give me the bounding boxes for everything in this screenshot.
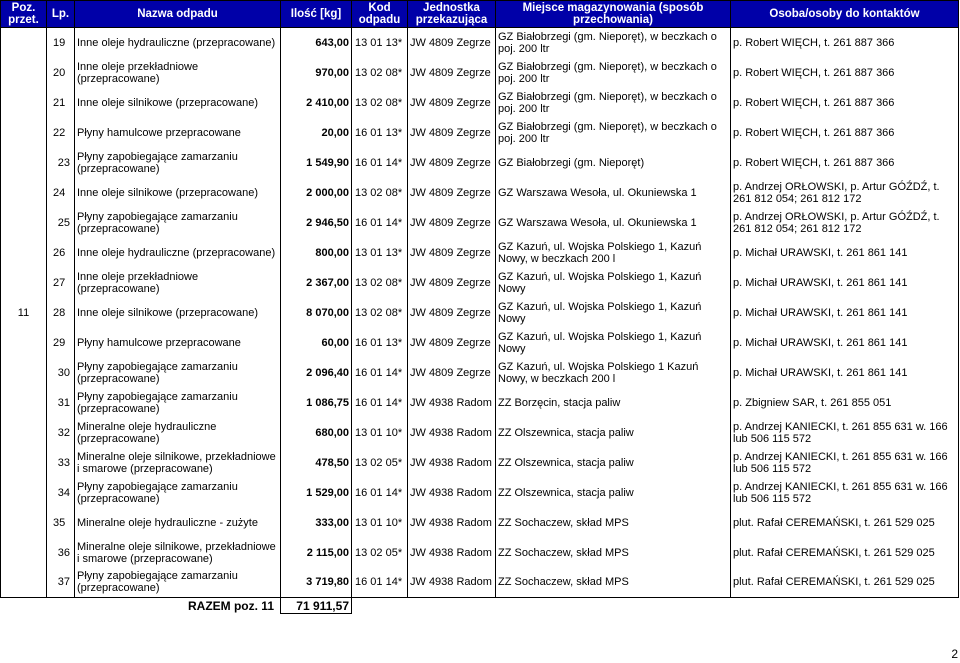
row-contact: p. Michał URAWSKI, t. 261 861 141 [731,268,959,298]
row-waste-name: Płyny zapobiegające zamarzaniu (przepracowane) [75,388,281,418]
row-waste-code: 16 01 14* [352,568,408,598]
row-quantity: 680,00 [281,418,352,448]
table-row [1,298,959,328]
row-unit: JW 4809 Zegrze [408,238,496,268]
row-waste-name: Inne oleje przekładniowe (przepracowane) [75,268,281,298]
row-contact: p. Robert WIĘCH, t. 261 887 366 [731,118,959,148]
row-waste-name: Płyny zapobiegające zamarzaniu (przepracowane) [75,358,281,388]
row-storage-place: ZZ Borzęcin, stacja paliw [496,388,731,418]
table-row [1,418,959,448]
row-lp: 19 [47,28,75,58]
table-row [1,538,959,568]
row-lp: 24 [47,178,75,208]
row-lp: 30 [47,358,75,388]
row-contact: plut. Rafał CEREMAŃSKI, t. 261 529 025 [731,538,959,568]
row-quantity: 3 719,80 [281,568,352,598]
row-unit: JW 4938 Radom [408,568,496,598]
row-storage-place: ZZ Sochaczew, skład MPS [496,508,731,538]
row-unit: JW 4809 Zegrze [408,208,496,238]
row-quantity: 1 086,75 [281,388,352,418]
row-contact: p. Michał URAWSKI, t. 261 861 141 [731,328,959,358]
row-storage-place: GZ Warszawa Wesoła, ul. Okuniewska 1 [496,178,731,208]
row-waste-code: 13 01 10* [352,418,408,448]
header-poz: Poz. przet. [1,1,47,28]
table-row [1,568,959,598]
row-unit: JW 4809 Zegrze [408,148,496,178]
row-storage-place: GZ Białobrzegi (gm. Nieporęt), w beczkach o poj. 200 ltr [496,88,731,118]
table-row [1,58,959,88]
row-unit: JW 4809 Zegrze [408,178,496,208]
row-waste-code: 16 01 14* [352,358,408,388]
header-unit: Jednostka przekazująca [408,1,496,28]
row-lp: 29 [47,328,75,358]
table-row [1,118,959,148]
table-row [1,448,959,478]
row-waste-code: 16 01 14* [352,478,408,508]
row-lp: 35 [47,508,75,538]
row-lp: 37 [47,568,75,598]
row-contact: p. Andrzej ORŁOWSKI, p. Artur GÓŹDŹ, t. 261 812 054; 261 812 172 [731,208,959,238]
row-waste-name: Mineralne oleje hydrauliczne - zużyte [75,508,281,538]
poz-number: 11 [1,28,47,598]
row-unit: JW 4809 Zegrze [408,58,496,88]
row-waste-name: Inne oleje silnikowe (przepracowane) [75,178,281,208]
row-waste-name: Płyny zapobiegające zamarzaniu (przepracowane) [75,148,281,178]
row-unit: JW 4938 Radom [408,448,496,478]
row-contact: p. Robert WIĘCH, t. 261 887 366 [731,148,959,178]
row-waste-code: 13 02 08* [352,178,408,208]
row-waste-name: Płyny zapobiegające zamarzaniu (przepracowane) [75,208,281,238]
row-storage-place: GZ Białobrzegi (gm. Nieporęt) [496,148,731,178]
row-quantity: 478,50 [281,448,352,478]
row-lp: 26 [47,238,75,268]
row-waste-code: 13 01 10* [352,508,408,538]
row-lp: 36 [47,538,75,568]
row-lp: 34 [47,478,75,508]
header-lp: Lp. [47,1,75,28]
row-contact: p. Michał URAWSKI, t. 261 861 141 [731,358,959,388]
row-unit: JW 4809 Zegrze [408,328,496,358]
row-lp: 21 [47,88,75,118]
row-contact: p. Andrzej ORŁOWSKI, p. Artur GÓŹDŹ, t. 261 812 054; 261 812 172 [731,178,959,208]
row-waste-code: 13 01 13* [352,28,408,58]
row-lp: 23 [47,148,75,178]
row-contact: p. Michał URAWSKI, t. 261 861 141 [731,238,959,268]
table-row [1,178,959,208]
table-row [1,388,959,418]
row-storage-place: ZZ Olszewnica, stacja paliw [496,478,731,508]
table-row [1,88,959,118]
row-contact: p. Michał URAWSKI, t. 261 861 141 [731,298,959,328]
row-waste-name: Mineralne oleje hydrauliczne (przepracowane) [75,418,281,448]
table-row [1,148,959,178]
row-quantity: 1 529,00 [281,478,352,508]
row-storage-place: GZ Białobrzegi (gm. Nieporęt), w beczkach o poj. 200 ltr [496,28,731,58]
row-waste-name: Inne oleje silnikowe (przepracowane) [75,88,281,118]
row-lp: 22 [47,118,75,148]
row-contact: p. Andrzej KANIECKI, t. 261 855 631 w. 166 lub 506 115 572 [731,418,959,448]
row-storage-place: GZ Białobrzegi (gm. Nieporęt), w beczkach o poj. 200 ltr [496,58,731,88]
table-row [1,328,959,358]
total-row [1,598,959,614]
row-lp: 25 [47,208,75,238]
total-label: RAZEM poz. 11 [187,598,274,613]
row-unit: JW 4809 Zegrze [408,268,496,298]
row-contact: p. Zbigniew SAR, t. 261 855 051 [731,388,959,418]
table-row [1,268,959,298]
row-storage-place: GZ Kazuń, ul. Wojska Polskiego 1, Kazuń Nowy [496,328,731,358]
row-unit: JW 4809 Zegrze [408,88,496,118]
row-contact: p. Andrzej KANIECKI, t. 261 855 631 w. 166 lub 506 115 572 [731,448,959,478]
table-row [1,508,959,538]
row-unit: JW 4938 Radom [408,508,496,538]
header-place: Miejsce magazynowania (sposób przechowania) [496,1,731,28]
row-lp: 20 [47,58,75,88]
row-lp: 28 [47,298,75,328]
row-waste-name: Płyny zapobiegające zamarzaniu (przepracowane) [75,478,281,508]
row-waste-code: 13 02 08* [352,268,408,298]
row-waste-code: 13 02 08* [352,298,408,328]
row-storage-place: GZ Kazuń, ul. Wojska Polskiego 1, Kazuń Nowy, w beczkach 200 l [496,238,731,268]
row-waste-code: 13 02 08* [352,58,408,88]
row-quantity: 333,00 [281,508,352,538]
row-storage-place: GZ Kazuń, ul. Wojska Polskiego 1, Kazuń Nowy [496,298,731,328]
row-storage-place: ZZ Olszewnica, stacja paliw [496,418,731,448]
row-waste-code: 16 01 13* [352,118,408,148]
row-storage-place: ZZ Sochaczew, skład MPS [496,538,731,568]
header-qty: Ilość [kg] [281,1,352,28]
row-waste-name: Płyny zapobiegające zamarzaniu (przepracowane) [75,568,281,598]
row-waste-name: Inne oleje silnikowe (przepracowane) [75,298,281,328]
row-contact: p. Andrzej KANIECKI, t. 261 855 631 w. 166 lub 506 115 572 [731,478,959,508]
row-storage-place: GZ Kazuń, ul. Wojska Polskiego 1 Kazuń Nowy, w beczkach 200 l [496,358,731,388]
row-unit: JW 4809 Zegrze [408,118,496,148]
row-waste-code: 16 01 14* [352,208,408,238]
row-contact: plut. Rafał CEREMAŃSKI, t. 261 529 025 [731,568,959,598]
row-storage-place: GZ Kazuń, ul. Wojska Polskiego 1, Kazuń Nowy [496,268,731,298]
row-waste-code: 16 01 14* [352,388,408,418]
row-waste-name: Inne oleje hydrauliczne (przepracowane) [75,238,281,268]
table-row [1,28,959,58]
row-quantity: 2 946,50 [281,208,352,238]
row-lp: 27 [47,268,75,298]
row-quantity: 2 410,00 [281,88,352,118]
row-contact: p. Robert WIĘCH, t. 261 887 366 [731,28,959,58]
row-storage-place: GZ Białobrzegi (gm. Nieporęt), w beczkach o poj. 200 ltr [496,118,731,148]
row-unit: JW 4809 Zegrze [408,358,496,388]
header-name: Nazwa odpadu [75,1,281,28]
row-quantity: 20,00 [281,118,352,148]
row-waste-name: Inne oleje hydrauliczne (przepracowane) [75,28,281,58]
row-quantity: 2 000,00 [281,178,352,208]
header-contact: Osoba/osoby do kontaktów [731,1,959,28]
header-code: Kod odpadu [352,1,408,28]
row-quantity: 643,00 [281,28,352,58]
row-storage-place: GZ Warszawa Wesoła, ul. Okuniewska 1 [496,208,731,238]
table-row [1,478,959,508]
row-contact: plut. Rafał CEREMAŃSKI, t. 261 529 025 [731,508,959,538]
row-waste-code: 13 02 05* [352,538,408,568]
header-row [1,1,959,28]
row-quantity: 2 367,00 [281,268,352,298]
row-unit: JW 4809 Zegrze [408,298,496,328]
row-storage-place: ZZ Olszewnica, stacja paliw [496,448,731,478]
row-unit: JW 4809 Zegrze [408,28,496,58]
row-lp: 32 [47,418,75,448]
row-waste-name: Mineralne oleje silnikowe, przekładniowe i smarowe (przepracowane) [75,538,281,568]
row-storage-place: ZZ Sochaczew, skład MPS [496,568,731,598]
row-quantity: 60,00 [281,328,352,358]
row-quantity: 800,00 [281,238,352,268]
page-number: 2 [951,647,958,661]
row-waste-code: 16 01 14* [352,148,408,178]
row-quantity: 8 070,00 [281,298,352,328]
row-unit: JW 4938 Radom [408,388,496,418]
row-contact: p. Robert WIĘCH, t. 261 887 366 [731,88,959,118]
row-waste-code: 13 01 13* [352,238,408,268]
row-quantity: 1 549,90 [281,148,352,178]
row-waste-name: Mineralne oleje silnikowe, przekładniowe i smarowe (przepracowane) [75,448,281,478]
row-waste-code: 13 02 05* [352,448,408,478]
row-lp: 31 [47,388,75,418]
row-waste-code: 16 01 13* [352,328,408,358]
table-row [1,208,959,238]
table-row [1,238,959,268]
row-quantity: 2 096,40 [281,358,352,388]
table-row [1,358,959,388]
row-waste-name: Płyny hamulcowe przepracowane [75,118,281,148]
row-waste-name: Płyny hamulcowe przepracowane [75,328,281,358]
row-unit: JW 4938 Radom [408,538,496,568]
row-lp: 33 [47,448,75,478]
row-unit: JW 4938 Radom [408,418,496,448]
total-value: 71 911,57 [281,598,352,614]
row-waste-name: Inne oleje przekładniowe (przepracowane) [75,58,281,88]
row-quantity: 2 115,00 [281,538,352,568]
row-waste-code: 13 02 08* [352,88,408,118]
row-unit: JW 4938 Radom [408,478,496,508]
row-contact: p. Robert WIĘCH, t. 261 887 366 [731,58,959,88]
row-quantity: 970,00 [281,58,352,88]
